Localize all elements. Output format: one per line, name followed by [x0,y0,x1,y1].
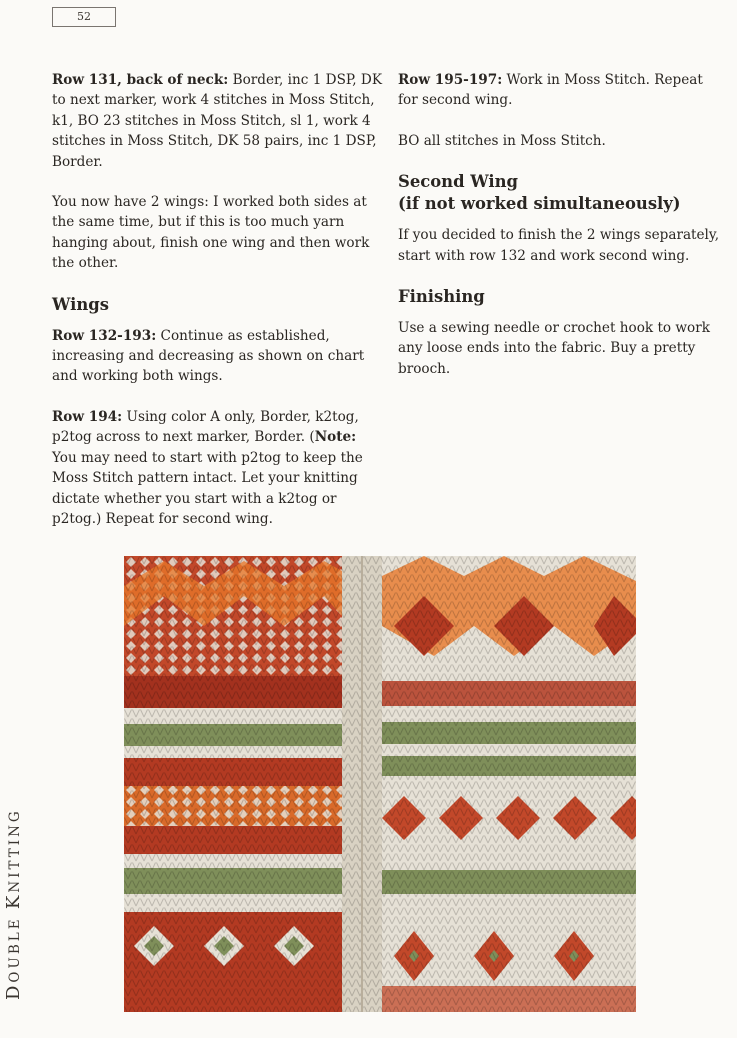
sidebar-title [3,808,24,1000]
row-195-paragraph [398,70,720,111]
row-195-label: Row 195-197: [398,72,503,88]
row-195-text: Work in Moss Stitch. Repeat for second wing. [398,72,703,109]
right-column [398,70,720,399]
page-number: 52 [52,7,116,27]
knitting-swatch-photo [124,556,636,1012]
row-194-text-a: Using color A only, Border, k2tog, p2tog across to next marker, Border. ( [52,408,359,446]
row-131-text: Border, inc 1 DSP, DK to next marker, work 4 stitches in Moss Stitch, k1, BO 23 stitches in Moss Stitch, sl 1, work 4 stitches in Moss Stitch, DK 58 pairs, inc 1 DSP, Border. [52,72,382,170]
sidebar-rest-ouble: OUBLE [7,909,23,983]
row-194-text-b: You may need to start with p2tog to keep the Moss Stitch pattern intact. Let your knitting dictate whether you start with a k2tog or p2tog.) Repeat for second wing. [52,449,363,527]
row-194-label: Row 194: [52,408,123,425]
second-wing-heading-line2: (if not worked simultaneously) [398,194,681,214]
row-131-paragraph [52,70,384,172]
row-194-paragraph [52,407,384,529]
knitting-swatch-image [124,556,636,1012]
second-wing-paragraph: If you decided to finish the 2 wings separately, start with row 132 and work second wing. [398,227,720,264]
second-wing-heading-line1: Second Wing [398,172,518,192]
sidebar-initial-k: K [3,892,24,910]
row-131-label: Row 131, back of neck: [52,72,229,88]
left-column [52,70,384,549]
row-132-paragraph [52,326,384,387]
sidebar-initial-d: D [3,982,24,1000]
second-wing-heading [398,171,720,215]
finishing-heading: Finishing [398,287,485,307]
note-label: Note: [314,429,357,446]
sidebar-rest-nitting: NITTING [7,808,23,893]
two-wings-paragraph: You now have 2 wings: I worked both sides at the same time, but if this is too much yarn hanging about, finish one wing and then work the other. [52,194,370,272]
row-132-label: Row 132-193: [52,327,157,344]
wings-heading: Wings [52,294,109,314]
finishing-paragraph: Use a sewing needle or crochet hook to work any loose ends into the fabric. Buy a pretty brooch. [398,320,710,377]
bind-off-paragraph: BO all stitches in Moss Stitch. [398,132,606,149]
row-132-text: Continue as established, increasing and decreasing as shown on chart and working both wings. [52,327,365,385]
